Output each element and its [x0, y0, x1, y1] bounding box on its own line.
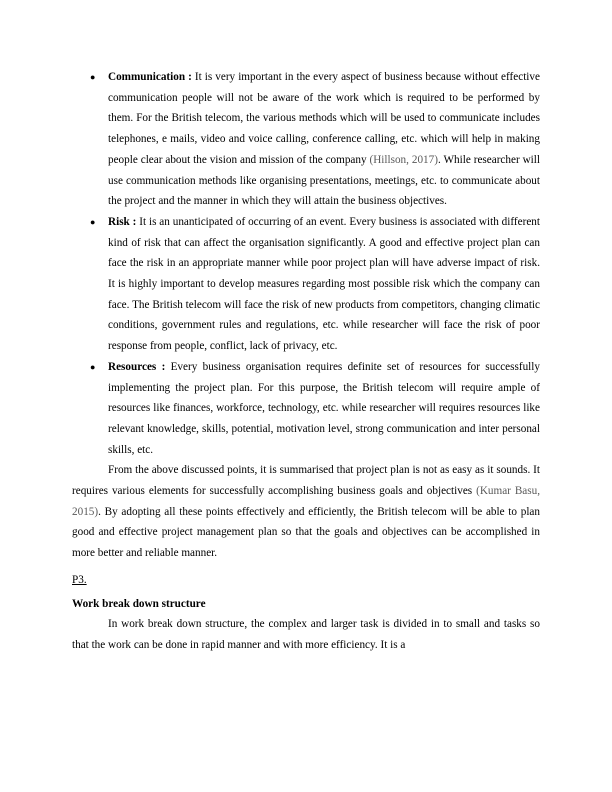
bullet-resources [72, 357, 540, 461]
bullet-text: It is very important in the every aspect of business because without effective communication people will not be aware of the work which is required to be performed by them. For the British telecom, the various methods which will be used to communicate includes telephones, e mails, video and voice calling, conference calling, etc. which will help in making people clear about the vision and mission of the company [108, 71, 540, 166]
citation: (Kumar Basu, 2015) [72, 485, 540, 518]
bullet-lead: Risk : [108, 215, 137, 228]
page-content [72, 67, 540, 656]
bullet-text-after: . While researcher will use communication methods like organising presentations, meetings, etc. to communicate about the project and the manner in which they will attain the business objectives. [108, 153, 540, 208]
summary-paragraph [72, 460, 540, 564]
summary-text-after: . By adopting all these points effectively and efficiently, the British telecom will be able to plan good and effective project management plan so that the goals and objectives can be accomplished in more better and reliable manner. [72, 505, 540, 560]
bullet-lead: Resources : [108, 360, 166, 373]
section-heading: Work break down structure [72, 597, 206, 610]
section-paragraph: In work break down structure, the complex and larger task is divided in to small and tasks so that the work can be done in rapid manner and with more efficiency. It is a [72, 618, 540, 651]
bullet-icon: ● [90, 72, 96, 82]
bullet-communication [72, 67, 540, 212]
bullet-icon: ● [90, 216, 96, 227]
bullet-text: It is an unanticipated of occurring of an event. Every business is associated with different kind of risk that can affect the organisation significantly. A good and effective project plan can face the risk in an appropriate manner while poor project plan will have adverse impact of risk. It is highly important to develop measures regarding most possible risk which the company can face. The British telecom will face the risk of new products from competitors, changing climatic conditions, government rules and regulations, etc. while researcher will face the risk of poor response from people, conflict, lack of privacy, etc. [108, 215, 540, 353]
section-label: P3. [72, 573, 87, 586]
bullet-risk [72, 212, 540, 357]
bullet-list [72, 67, 540, 460]
citation: (Hillson, 2017) [369, 153, 438, 166]
bullet-text: Every business organisation requires definite set of resources for successfully implementing the project plan. For this purpose, the British telecom will require ample of resources like finances, workforce, technology, etc. while researcher will requires resources like relevant knowledge, skills, potential, motivation level, strong communication and inter personal skills, etc. [108, 360, 540, 456]
summary-text: From the above discussed points, it is summarised that project plan is not as easy as it sounds. It requires various elements for successfully accomplishing business goals and objectives [72, 464, 540, 498]
bullet-lead: Communication : [108, 71, 192, 83]
bullet-icon: ● [90, 361, 96, 372]
